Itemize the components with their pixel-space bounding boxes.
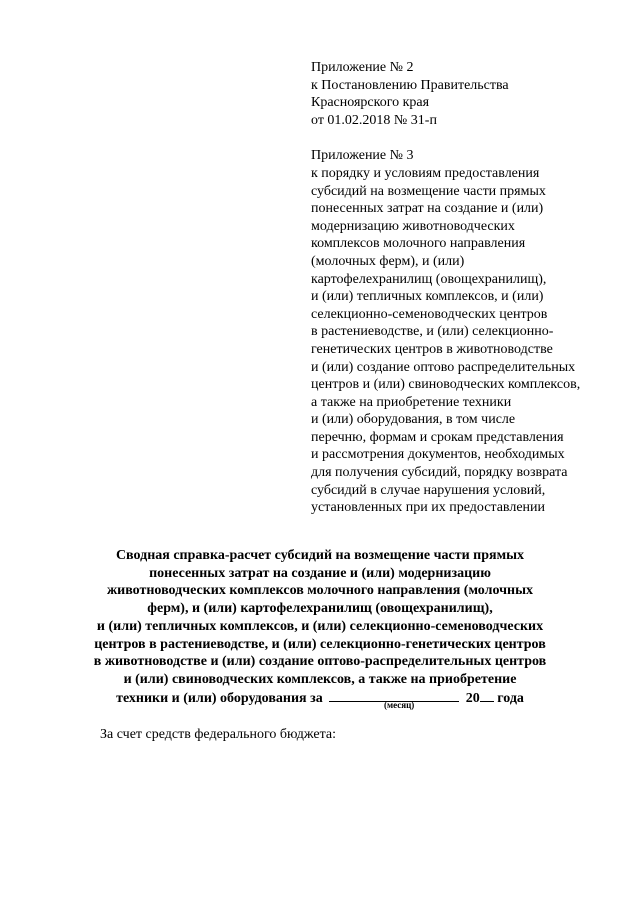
appendix-line: субсидий на возмещение части прямых <box>311 183 546 199</box>
title-line: ферм), и (или) картофелехранилищ (овощехранилищ), <box>147 601 493 617</box>
title-line: Сводная справка-расчет субсидий на возмещение части прямых <box>115 548 525 563</box>
appendix-line: (молочных ферм), и (или) <box>311 253 465 269</box>
document-title <box>40 547 600 707</box>
appendix-line: картофелехранилищ (овощехранилищ), <box>311 271 547 287</box>
year-blank-field[interactable] <box>480 689 494 702</box>
appendix-line: комплексов молочного направления <box>311 236 526 252</box>
title-line: и (или) свиноводческих комплексов, а также на приобретение <box>123 671 517 687</box>
appendix-2-block <box>311 59 631 129</box>
appendix-line: модернизацию животноводческих <box>311 218 515 234</box>
appendix-line: к порядку и условиям предоставления <box>311 165 540 181</box>
title-line: центров в растениеводстве, и (или) селекционно-генетических центров <box>94 636 546 652</box>
appendix-line: и (или) создание оптово распределительных <box>311 359 576 375</box>
appendix-line: Приложение № 2 <box>311 60 414 75</box>
title-line-prefix: техники и (или) оборудования за <box>116 690 323 706</box>
appendix-line: к Постановлению Правительства <box>311 77 509 93</box>
funding-label: За счет средств федерального бюджета: <box>100 727 336 742</box>
appendix-line: генетических центров в животноводстве <box>311 341 553 357</box>
appendix-line: и рассмотрения документов, необходимых <box>311 447 565 463</box>
year-suffix: года <box>497 690 524 706</box>
appendix-line: перечню, формам и срокам представления <box>311 429 564 445</box>
appendix-line: в растениеводстве, и (или) селекционно- <box>311 324 554 340</box>
appendix-line: и (или) оборудования, в том числе <box>311 412 516 428</box>
title-line: и (или) тепличных комплексов, и (или) селекционно-семеноводческих <box>96 618 544 634</box>
title-last-line <box>40 689 600 708</box>
title-line: в животноводстве и (или) создание оптово-распределительных центров <box>93 654 547 670</box>
appendix-line: Приложение № 3 <box>311 148 414 164</box>
year-prefix: 20 <box>465 690 480 706</box>
appendix-line: Красноярского края <box>311 95 430 111</box>
appendix-line: для получения субсидий, порядку возврата <box>311 465 568 481</box>
appendix-line: установленных при их предоставлении <box>311 500 546 516</box>
appendix-line: и (или) тепличных комплексов, и (или) <box>311 289 544 305</box>
title-line: животноводческих комплексов молочного направления (молочных <box>106 583 534 599</box>
appendix-line: субсидий в случае нарушения условий, <box>311 482 546 498</box>
appendix-3-block <box>311 147 631 516</box>
appendix-line: понесенных затрат на создание и (или) <box>311 201 544 217</box>
title-line: понесенных затрат на создание и (или) модернизацию <box>149 565 491 581</box>
appendix-line: от 01.02.2018 № 31-п <box>311 112 437 128</box>
appendix-header <box>311 59 631 517</box>
month-caption: (месяц) <box>384 700 415 710</box>
appendix-line: а также на приобретение техники <box>311 394 512 410</box>
appendix-line: центров и (или) свиноводческих комплексов, <box>311 377 581 393</box>
appendix-line: селекционно-семеноводческих центров <box>311 306 548 322</box>
